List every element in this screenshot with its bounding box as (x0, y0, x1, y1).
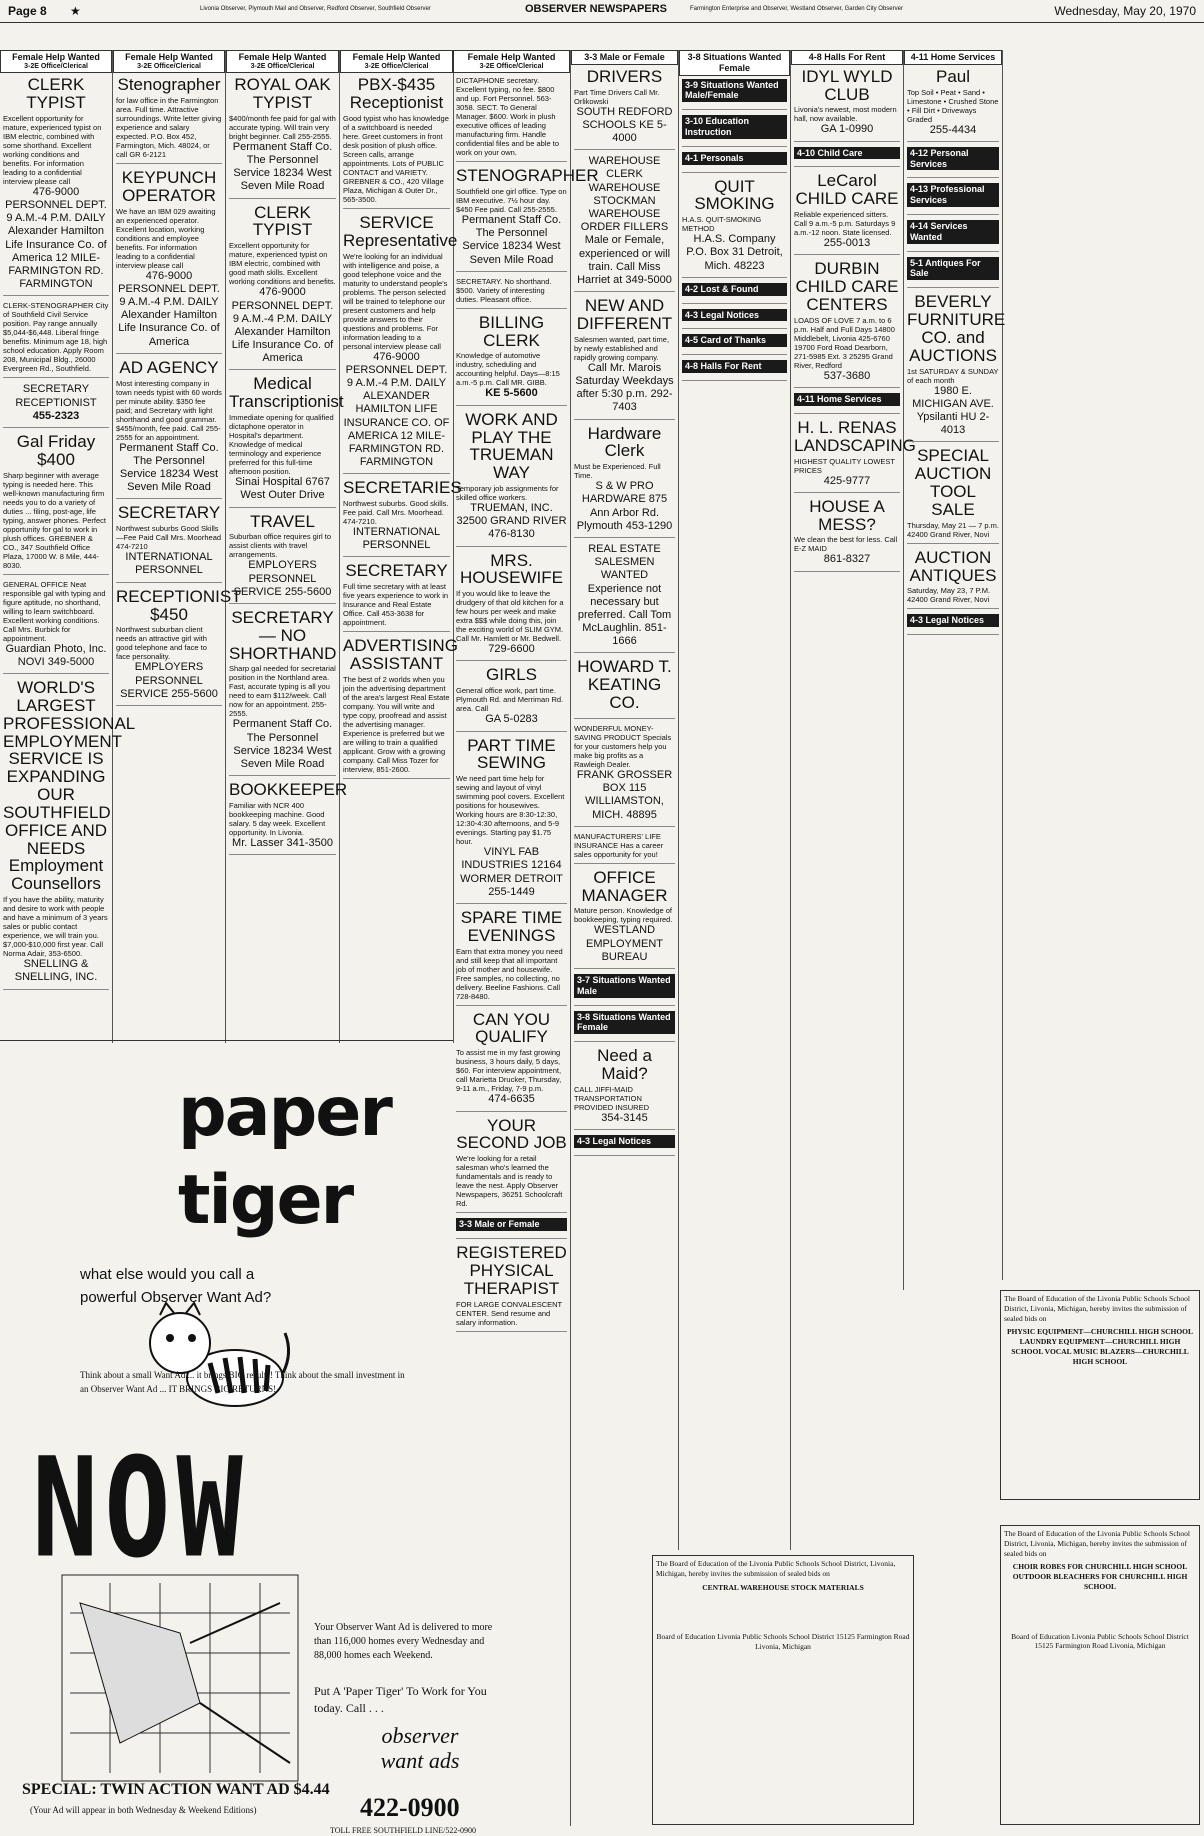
ad-body: If you have the ability, maturity and desire to work with people and have a minimum of 3 years sales or public contact experience, we will train you. $7,000-$10,000 first year. Call Norma Adair, 353-6500. (3, 895, 108, 959)
ad-mid: GA 1-0990 (820, 123, 874, 136)
ad-big: TRAVEL (250, 511, 315, 531)
ad-mid: EMPLOYERS PERSONNEL SERVICE 255-5600 (233, 559, 332, 598)
classified-ad (794, 260, 900, 388)
page-number: Page 8 (8, 4, 47, 18)
ad-mid: 4-11 Home Services (794, 393, 900, 406)
ad-mid: 255-0013 (823, 237, 871, 250)
ad-body: Part Time Drivers Call Mr. Orlikowski (574, 87, 660, 106)
ad-big: BEVERLY FURNITURE CO. and AUCTIONS (907, 292, 1006, 365)
ad-body: GENERAL OFFICE Neat responsible gal with typing and figure aptitude, no shorthand, willing to learn switchboard. Excellent working conditions. Call Mrs. Burbick for appointment. (3, 579, 106, 643)
column-3 (226, 50, 348, 1043)
classified-ad (456, 909, 567, 1006)
classified-ad (574, 68, 675, 150)
classified-ad (3, 383, 109, 428)
ad-big: SECRETARIES (343, 478, 462, 498)
tiger-illustration-icon (140, 1293, 290, 1418)
classified-ad (116, 76, 222, 164)
classified-ad (794, 172, 900, 255)
ad-mid: 4-8 Halls For Rent (682, 360, 787, 373)
ad-body: DICTAPHONE secretary. Excellent typing, no fee. $800 and up. Fort Personnel. 563-3058. SECT. To General Manager. $600. Work in plush executive offices of leading manufacturing firm. Handle confidential files and be able to work on your own. (456, 76, 559, 158)
ad-big: WORLD'S LARGEST PROFESSIONAL EMPLOYMENT SERVICE IS EXPANDING OUR SOUTHFIELD OFFICE AND NEEDS Employment Counsellors (3, 678, 136, 894)
classified-ad (116, 169, 222, 354)
ad-body: Immediate opening for qualified dictaphone operator in Hospital's department. Knowledge of medical terminology and experience preferred for this full-time afternoon position. (229, 413, 334, 477)
column-9 (904, 50, 1006, 1280)
classified-ad (574, 974, 675, 1006)
ad-mid: SOUTH REDFORD SCHOOLS KE 5-4000 (576, 105, 673, 145)
ad-body: Knowledge of automotive industry, scheduling and accounting helpful. Days—8:15 a.m.-5 p.m. Call MR. GIBB. (456, 351, 560, 388)
classified-ad (574, 832, 675, 864)
ad-mid: 4-12 Personal Services (907, 147, 999, 171)
ad-mid: 476-9000 PERSONNEL DEPT. 9 A.M.-4 P.M. DAILY Alexander Hamilton Life Insurance Co. of America 12 MILE-FARMINGTON RD. FARMINGTON (5, 185, 107, 291)
legal-item-physics: PHYSIC EQUIPMENT—CHURCHILL HIGH SCHOOL LAUNDRY EQUIPMENT—CHURCHILL HIGH SCHOOL VOCAL MUSIC BLAZERS—CHURCHILL HIGH SCHOOL (1006, 1327, 1194, 1366)
column-heading (679, 50, 790, 76)
ad-big: H. L. RENAS LANDSCAPING (794, 417, 916, 455)
classified-ad (907, 183, 999, 215)
ad-body: 1st SATURDAY & SUNDAY of each month (907, 366, 999, 385)
ad-body: Must be Experienced. Full Time. (574, 462, 661, 481)
classified-ad (574, 297, 675, 419)
classified-ad (907, 549, 999, 610)
ad-body: H.A.S. QUIT-SMOKING METHOD (682, 215, 762, 234)
ad-mid: INTERNATIONAL PERSONNEL (125, 551, 213, 577)
legal-item-warehouse: CENTRAL WAREHOUSE STOCK MATERIALS (702, 1582, 864, 1592)
column-7 (679, 50, 791, 1550)
classified-ad (456, 411, 567, 547)
classified-ad (456, 552, 567, 662)
ad-mid: Permanent Staff Co. The Personnel Service 18234 West Seven Mile Road (232, 718, 333, 770)
ad-body: Northwest suburbs Good Skills—Fee Paid Call Mrs. Moorhead 474-7210 (116, 524, 222, 552)
ad-body: Excellent opportunity for mature, experienced typist on IBM electric, combined with good math skills. Excellent working conditions and benefits. (229, 241, 336, 287)
ad-body: SECRETARY. No shorthand. $500. Variety of interesting duties. Pleasant office. (456, 276, 552, 304)
legal-board-2: Board of Education Livonia Public Schools School District 15125 Farmington Road Livonia, Michigan (1011, 1631, 1189, 1651)
ad-big: CAN YOU QUALIFY (472, 1009, 551, 1047)
classified-ad (907, 614, 999, 635)
classified-ad (574, 724, 675, 827)
classified-ad (574, 658, 675, 719)
classified-ad (907, 292, 1006, 442)
classified-ad (456, 166, 599, 272)
ad-body: We're looking for an individual with intelligence and poise, a good telephone voice and the maturity to understand people's problems. The person selected will be trained to telephone our present customers and help provide answers to their questions and problems. For information leading to a personal interview please call (343, 251, 448, 351)
ad-big: BILLING CLERK (478, 312, 545, 350)
ad-body: Temporary job assignments for skilled office workers. (456, 484, 559, 503)
ad-big: YOUR SECOND JOB (456, 1115, 567, 1153)
ad-big: STENOGRAPHER (456, 166, 599, 186)
promo-toll-free: TOLL FREE SOUTHFIELD LINE/522-0900 (330, 1826, 476, 1835)
legal-notice-choir (1000, 1525, 1200, 1825)
ad-mid: 4-1 Personals (682, 152, 787, 165)
column-2 (113, 50, 242, 1043)
legal-intro: The Board of Education of the Livonia Public Schools School District, Livonia, Michigan, hereby invites the submission of sealed bids on (656, 1559, 896, 1578)
column-1 (0, 50, 136, 1043)
column-heading (113, 50, 225, 73)
ad-mid: 729-6600 (488, 643, 535, 656)
promo-subnote: (Your Ad will appear in both Wednesday & Weekend Editions) (30, 1805, 257, 1815)
ad-big: SECRETARY (345, 561, 448, 581)
ad-big: NEW AND DIFFERENT (576, 296, 673, 333)
ad-mid: 476-9000 PERSONNEL DEPT. 9 A.M.-4 P.M. DAILY Alexander Hamilton Life Insurance Co. of America (118, 269, 220, 348)
classified-ad (907, 68, 999, 142)
ad-body: FOR LARGE CONVALESCENT CENTER. Send resume and salary information. (456, 1299, 562, 1327)
ad-big: AUCTION ANTIQUES (909, 547, 997, 585)
column-heading-title: Female Help Wanted (12, 52, 100, 62)
ad-body: CLERK-STENOGRAPHER City of Southfield Civil Service position. Pay range annually $5,044-$6,448. Liberal fringe benefits. Minimum age 18, high school education. Apply Room 208, Municipal Bldg., 26000 Evergreen Rd., Southfield. (3, 301, 109, 374)
ad-big: WORK AND PLAY THE TRUEMAN WAY (465, 409, 558, 483)
ad-big: SECRETARY (117, 503, 221, 523)
ad-mid: H.A.S. Company P.O. Box 31 Detroit, Mich. 48223 (686, 233, 783, 272)
column-heading-sub: 3-2E Office/Clerical (364, 62, 429, 70)
column-heading-sub: 3-2E Office/Clerical (250, 62, 315, 70)
ad-big: SECRETARY— NO SHORTHAND (229, 607, 337, 663)
column-heading-sub: 3-2E Office/Clerical (24, 62, 88, 70)
ad-body: The best of 2 worlds when you join the advertising department of the area's largest Real Estate company. You will write and type copy, proofread and assist the advertising manager. Experience is preferred but we are willing to train a qualified applicant. Grow with a growing company. Call Miss Tozer for interview, 851-2600. (343, 675, 450, 774)
ad-big: ROYAL OAK TYPIST (234, 75, 331, 113)
column-6 (571, 50, 679, 1550)
ad-body: for law office in the Farmington area. Full time. Attractive surroundings. Write letter giving experience and salary expected. P.O. Box 452, Farmington, Mich. 48024, or call GR 6-2121 (116, 96, 222, 160)
ad-mid: TRUEMAN, INC. 32500 GRAND RIVER 476-8130 (456, 502, 567, 541)
ad-body: We need part time help for sewing and layout of vinyl swimming pool covers. Excellent positions for housewives. Working hours are 8:30-12:30, 12:30-4:30 afternoons, and 5-9 evenings. Starting pay $1.75 hour. (456, 774, 565, 847)
legal-intro-3: The Board of Education of the Livonia Public Schools School District, Livonia, Michigan, hereby invites the submission of sealed bids on (1004, 1529, 1191, 1558)
ad-big: IDYL WYLD CLUB (801, 66, 893, 104)
classified-ad (907, 220, 999, 252)
ad-body: Mature person. Knowledge of bookkeeping, typing required. (574, 906, 673, 925)
promo-phone: 422-0900 (360, 1793, 460, 1822)
classified-ad (343, 562, 450, 632)
column-heading-title: Female Help Wanted (125, 52, 213, 62)
ad-mid: Guardian Photo, Inc. NOVI 349-5000 (5, 642, 107, 668)
column-8 (791, 50, 916, 1290)
classified-ad (229, 374, 344, 507)
ad-body: Saturday, May 23, 7 P.M. 42400 Grand River, Novi (907, 586, 991, 605)
classified-ad (574, 1011, 675, 1043)
ad-body: Excellent opportunity for mature, experienced typist on IBM electric, combined with some shorthand. Excellent working conditions and benefits. For information leading to a confidential interview please call (3, 113, 102, 186)
ad-big: DURBIN CHILD CARE CENTERS (795, 259, 899, 315)
ad-big: Hardware Clerk (587, 423, 662, 461)
ad-body: General office work, part time. Plymouth Rd. and Merriman Rd. area. Call (456, 686, 564, 714)
classified-ad (574, 1135, 675, 1156)
classified-ad (794, 417, 916, 493)
ad-big: QUIT SMOKING (694, 176, 775, 214)
ad-body: Earn that extra money you need and still keep that all important job of mother and housewife. Free samples, no collecting, no delivery. Beeline Fashions. Call 728-8480. (456, 946, 563, 1001)
column-heading (571, 50, 678, 65)
ad-big: GIRLS (485, 665, 538, 685)
classified-ad (794, 498, 900, 572)
column-heading-title: 4-11 Home Services (910, 52, 996, 62)
classified-ad (682, 79, 787, 111)
ad-body: Most interesting company in town needs typist with 60 words per minute ability. $350 fee paid; and Secretary with light shorthand and good grammar. $455/month, fee paid. Call 255-2555 for an appointment. (116, 378, 222, 442)
ad-body: Northwest suburban client needs an attractive girl with good telephone and face to face personality. (116, 625, 207, 662)
column-heading-sub: 3-2E Office/Clerical (137, 62, 201, 70)
classified-ad (794, 68, 900, 142)
ad-mid: 861-8327 (823, 553, 871, 566)
ad-mid: S & W PRO HARDWARE 875 Ann Arbor Rd. Plymouth 453-1290 (576, 480, 673, 532)
ad-mid: 3-8 Situations Wanted Female (574, 1011, 675, 1035)
classified-ad (116, 359, 222, 500)
column-heading-title: 4-8 Halls For Rent (808, 52, 886, 62)
ad-body: MANUFACTURERS' LIFE INSURANCE Has a career sales opportunity for you! (574, 831, 664, 859)
column-heading (904, 50, 1002, 65)
ad-mid: 4-5 Card of Thanks (682, 334, 787, 347)
ad-big: OFFICE MANAGER (581, 867, 668, 905)
classified-ad (229, 780, 348, 855)
ad-mid: 4-13 Professional Services (907, 183, 999, 207)
classified-ad (229, 609, 336, 776)
ad-big: AD AGENCY (119, 357, 219, 377)
ad-mid: EMPLOYERS PERSONNEL SERVICE 255-5600 (120, 661, 218, 700)
ad-big: CLERK TYPIST (252, 202, 313, 240)
ad-mid: WESTLAND EMPLOYMENT BUREAU (585, 924, 663, 963)
ad-big: LeCarol CHILD CARE (795, 171, 899, 209)
ad-mid: 4-2 Lost & Found (682, 283, 787, 296)
ad-mid: Sinai Hospital 6767 West Outer Drive (235, 476, 330, 502)
ad-body: Top Soil • Peat • Sand • Limestone • Crushed Stone • Fill Dirt • Driveways Graded (907, 87, 999, 124)
ad-mid: FRANK GROSSER BOX 115 WILLIAMSTON, MICH. 48895 (576, 768, 673, 821)
ad-mid: 425-9777 (823, 474, 871, 487)
classified-ad (343, 76, 450, 209)
column-heading (791, 50, 903, 65)
ad-body: Thursday, May 21 — 7 p.m. 42400 Grand River, Novi (907, 520, 999, 539)
ad-body: Good typist who has knowledge of a switchboard is needed here. Greet customers in front desk position of plush office. Screen calls, arrange appointments. Lots of PUBLIC CONTACT and VARIETY. GREBNER & CO., 420 Village Plaza, Michigan & Outer Dr., 565-3500. (343, 113, 449, 204)
classified-ad (682, 309, 787, 330)
classified-ad (907, 147, 999, 179)
ad-mid: 3-9 Situations Wanted Male/Female (682, 79, 787, 103)
column-heading-title: 3-3 Male or Female (584, 52, 665, 62)
ad-mid: Call Mr. Marois Saturday Weekdays after 5:30 p.m. 292-7403 (575, 361, 674, 414)
ad-big: SPECIAL AUCTION TOOL SALE (914, 446, 992, 519)
promo-observer-want-ads: observer want ads (380, 1723, 460, 1774)
classified-ad (343, 212, 458, 474)
ad-mid: 4-3 Legal Notices (682, 309, 787, 322)
ad-big: DRIVERS (586, 66, 663, 86)
ad-body: To assist me in my fast growing business, 3 hours daily, 5 days, $60. For interview appointment, call Marietta Drucker, Thursday, 9-11 a.m., Friday, 7-9 p.m. (456, 1048, 562, 1094)
classified-ad (116, 504, 222, 582)
classified-ad (682, 360, 787, 381)
ad-mid: 3-10 Education Instruction (682, 115, 787, 139)
promo-pitch-2: Think about a small Want Ad ... it brings BIG results! Think about the small investment in an Observer Want Ad ... IT BRINGS BIG RETURNS! (80, 1370, 405, 1394)
issue-date: Wednesday, May 20, 1970 (1054, 4, 1196, 18)
classified-ad (682, 334, 787, 355)
ad-big: Paul (935, 66, 971, 86)
ad-big: Need a Maid? (597, 1046, 652, 1084)
promo-paper-word: paper (178, 1073, 391, 1152)
column-heading-title: 3-8 Situations Wanted Female (687, 52, 782, 73)
masthead-brand: OBSERVER NEWSPAPERS (525, 3, 668, 15)
ad-mid: 4-3 Legal Notices (574, 1135, 675, 1148)
promo-pitch: what else would you call a powerful Observer Want Ad? (80, 1266, 272, 1307)
classified-ad (574, 869, 675, 969)
papers-right: Farmington Enterprise and Observer, Westland Observer, Garden City Observer (690, 6, 903, 12)
ad-body: Northwest suburbs. Good skills. Fee paid. Call Mrs. Moorhead. 474-7210. (343, 499, 449, 527)
classified-ad (794, 147, 900, 168)
ad-mid: 4-10 Child Care (794, 147, 900, 160)
column-heading-title: Female Help Wanted (467, 52, 556, 62)
ad-mid: WAREHOUSE CLERK WAREHOUSE STOCKMAN WAREHOUSE ORDER FILLERS Male or Female, experienced or will train. Call Miss Harriet at 349-5000 (577, 155, 672, 286)
promo-special: SPECIAL: TWIN ACTION WANT AD $4.44 (22, 1781, 330, 1798)
promo-now: NOW (32, 1428, 249, 1588)
ad-body: Livonia's newest, most modern hall, now available. (794, 105, 897, 124)
ad-mid: 4-3 Legal Notices (907, 614, 999, 627)
legal-item-choir: CHOIR ROBES FOR CHURCHILL HIGH SCHOOL OUTDOOR BLEACHERS FOR CHURCHILL HIGH SCHOOL (1012, 1562, 1188, 1591)
ad-big: PART TIME SEWING (467, 735, 556, 773)
ad-mid: GA 5-0283 (485, 713, 538, 726)
ad-big: PBX-$435 Receptionist (349, 75, 444, 113)
ad-big: Medical Transcriptionist (229, 374, 344, 412)
classified-ad (116, 586, 242, 706)
classified-ad (907, 257, 999, 289)
ad-body: Sharp gal needed for secretarial position in the Northland area. Fast, accurate typing is all you need to earn $112/week. Call now for an appointment. 255-2555. (229, 664, 336, 719)
classified-ad (574, 1047, 675, 1130)
classified-ad (343, 478, 462, 557)
ad-body: Reliable experienced sitters. Call 9 a.m.-5 p.m. Saturdays 9 a.m.-12 noon. State licensed. (794, 210, 896, 238)
classified-ad (574, 155, 675, 292)
ad-big: HOUSE A MESS? (809, 496, 885, 534)
classified-ad (574, 425, 675, 538)
ad-big: SPARE TIME EVENINGS (460, 907, 563, 945)
classified-ad (794, 393, 900, 414)
classified-ad (456, 666, 567, 731)
ad-body: HIGHEST QUALITY LOWEST PRICES (794, 456, 895, 475)
ad-big: Gal Friday $400 (16, 431, 96, 469)
ad-mid: 1980 E. MICHIGAN AVE. Ypsilanti HU 2-4013 (912, 384, 994, 437)
ad-body: CALL JIFFI-MAID TRANSPORTATION PROVIDED INSURED (574, 1084, 650, 1112)
ad-mid: SECRETARY RECEPTIONIST (15, 383, 97, 409)
column-heading-sub: 3-2E Office/Clerical (479, 62, 544, 70)
ad-big: SERVICE Representative (343, 212, 458, 250)
classified-ad (574, 543, 675, 654)
classified-ad (3, 678, 136, 990)
ad-mid: REAL ESTATE SALESMEN WANTED Experience not necessary but preferred. Call Tom McLaughlin. 851-1666 (577, 542, 672, 648)
ad-big: CLERK TYPIST (26, 75, 86, 113)
ad-body: Salesmen wanted, part time, by newly established and rapidly growing company. (574, 334, 670, 362)
ad-body: $400/month fee paid for gal with accurate typing. Will train very bright beginner. Call 255-2555. (229, 113, 336, 141)
ad-body: We're looking for a retail salesman who's learned the fundamentals and is ready to leave the nest. Apply Observer Newspapers, 36251 Schoolcraft Rd. (456, 1154, 563, 1209)
legal-intro-2: The Board of Education of the Livonia Public Schools School District, Livonia, Michigan, hereby invites the submission of sealed bids on (1004, 1294, 1191, 1323)
classified-ad (456, 314, 567, 406)
classified-ad (229, 204, 336, 371)
ad-phone: 455-2323 (32, 409, 80, 422)
ad-mid: INTERNATIONAL PERSONNEL (352, 526, 441, 552)
ad-body: LOADS OF LOVE 7 a.m. to 6 p.m. Half and Full Days 14800 Middlebelt, Livonia 425-6760 19700 Ford Road Dearborn, 271-5985 Ext. 3 25295 Grand River, Redford (794, 315, 895, 370)
ad-phone: KE 5-5600 (485, 387, 538, 400)
ad-mid: Permanent Staff Co. The Personnel Service 18234 West Seven Mile Road (119, 441, 219, 494)
classified-ad (3, 76, 109, 296)
column-heading-title: Female Help Wanted (238, 52, 327, 62)
ad-mid: 354-3145 (601, 1111, 648, 1124)
ad-body: We have an IBM 029 awaiting an experienced operator. Excellent location, working conditions and employee benefits. For information leading to a confidential interview please call (116, 206, 216, 270)
classified-ad (456, 737, 567, 904)
column-heading (0, 50, 112, 73)
papers-left: Livonia Observer, Plymouth Mail and Observer, Redford Observer, Southfield Observer (200, 6, 431, 12)
ad-mid: 255-4434 (929, 123, 977, 136)
column-4 (340, 50, 462, 1043)
classified-ad (682, 283, 787, 304)
ad-body: Southfield one girl office. Type on IBM executive. 7½ hour day. $450 Fee paid. Call 255-2555. (456, 187, 567, 215)
ad-body: Sharp beginner with average typing is needed here. This well-known manufacturing firm needs you to do a variety of duties ... filing, post-age, life typing, answer phones. Perfect opportunity for gal to work in plush offices. GREBNER & CO., 347 Southfield Office Plaza, 17000 W. 8 Mile, 444-8030. (3, 470, 106, 570)
classified-ad (229, 513, 336, 604)
paper-tiger-promo (0, 1043, 508, 1835)
ad-body: Full time secretary with at least five years experience to work in Insurance and Real Estate Office. Call 453-3638 for appointment. (343, 582, 449, 628)
ad-big: HOWARD T. KEATING CO. (577, 657, 672, 713)
page-header (0, 0, 1204, 23)
promo-tiger-word: tiger (178, 1161, 353, 1240)
ad-body: If you would like to leave the drudgery of that old kitchen for a few hours per week and make extra $$$ while doing this, join the exciting world of SLIM GYM. Call Mr. Hamlett or Mr. Bedwell. (456, 589, 564, 644)
ad-mid: 3-7 Situations Wanted Male (574, 974, 675, 998)
ad-mid: 5-1 Antiques For Sale (907, 257, 999, 281)
ad-mid: SNELLING & SNELLING, INC. (14, 958, 98, 984)
ad-big: Stenographer (117, 75, 221, 95)
column-heading (453, 50, 570, 73)
ad-body: We clean the best for less. Call E-Z MAID (794, 535, 898, 554)
ad-mid: Permanent Staff Co. The Personnel Service 18234 West Seven Mile Road (232, 140, 333, 193)
promo-delivery: Your Observer Want Ad is delivered to more than 116,000 homes every Wednesday and 88,000 homes each Weekend. (314, 1622, 493, 1661)
ad-body: Familiar with NCR 400 bookkeeping machine. Good salary. 5 day week. Excellent opportunity. In Livonia. (229, 801, 326, 838)
classified-ad (907, 447, 999, 543)
legal-board: Board of Education Livonia Public Schools School District 15125 Farmington Road Livonia, Michigan (656, 1632, 910, 1651)
ad-big: KEYPUNCH OPERATOR (121, 168, 217, 205)
column-rule (0, 1040, 453, 1041)
promo-put: Put A 'Paper Tiger' To Work for You today. Call . . . (314, 1684, 487, 1715)
ad-big: RECEPTIONIST $450 (116, 586, 242, 624)
circulation-map-icon (60, 1573, 300, 1783)
classified-ad (456, 76, 567, 162)
ad-mid: VINYL FAB INDUSTRIES 12164 WORMER DETROIT 255-1449 (460, 846, 563, 898)
ad-mid: 476-9000 PERSONNEL DEPT. 9 A.M.-4 P.M. DAILY Alexander Hamilton Life Insurance Co. of America (231, 286, 334, 365)
classified-ad (682, 178, 787, 278)
column-heading (340, 50, 453, 73)
legal-notice-school (652, 1555, 914, 1825)
ad-big: ADVERTISING ASSISTANT (343, 636, 458, 674)
ad-mid: Mr. Lasser 341-3500 (232, 837, 333, 850)
classified-ad (3, 580, 109, 674)
legal-notice-physics (1000, 1290, 1200, 1500)
ad-big: MRS. HOUSEWIFE (460, 550, 563, 588)
star-icon: ★ (70, 4, 81, 18)
ad-mid: 4-14 Services Wanted (907, 220, 999, 244)
ad-big: BOOKKEEPER (229, 780, 348, 800)
column-heading-title: Female Help Wanted (352, 52, 441, 62)
classified-ad (229, 76, 336, 198)
classified-ad (3, 433, 109, 575)
ad-mid: 474-6635 (488, 1093, 535, 1106)
ad-mid: Permanent Staff Co. The Personnel Service 18234 West Seven Mile Road (461, 214, 562, 266)
ad-body: Suburban office requires girl to assist clients with travel arrangements. (229, 532, 332, 560)
classified-ad (343, 636, 458, 779)
ad-mid: 537-3680 (823, 369, 871, 382)
classified-ad (682, 152, 787, 173)
classified-ad (3, 301, 109, 378)
column-heading (226, 50, 339, 73)
ad-mid: 3-3 Male or Female (456, 1218, 567, 1231)
classified-ad (456, 277, 567, 309)
classified-ad (682, 115, 787, 147)
ad-mid: 476-9000 PERSONNEL DEPT. 9 A.M.-4 P.M. DAILY ALEXANDER HAMILTON LIFE INSURANCE CO. OF AMERICA 12 MILE-FARMINGTON RD. FARMINGTON (343, 350, 450, 469)
ad-body: WONDERFUL MONEY-SAVING PRODUCT Specials for your customers help you make big profits as a Rawleigh Dealer. (574, 723, 672, 769)
ad-big: REGISTERED PHYSICAL THERAPIST (456, 1242, 567, 1298)
